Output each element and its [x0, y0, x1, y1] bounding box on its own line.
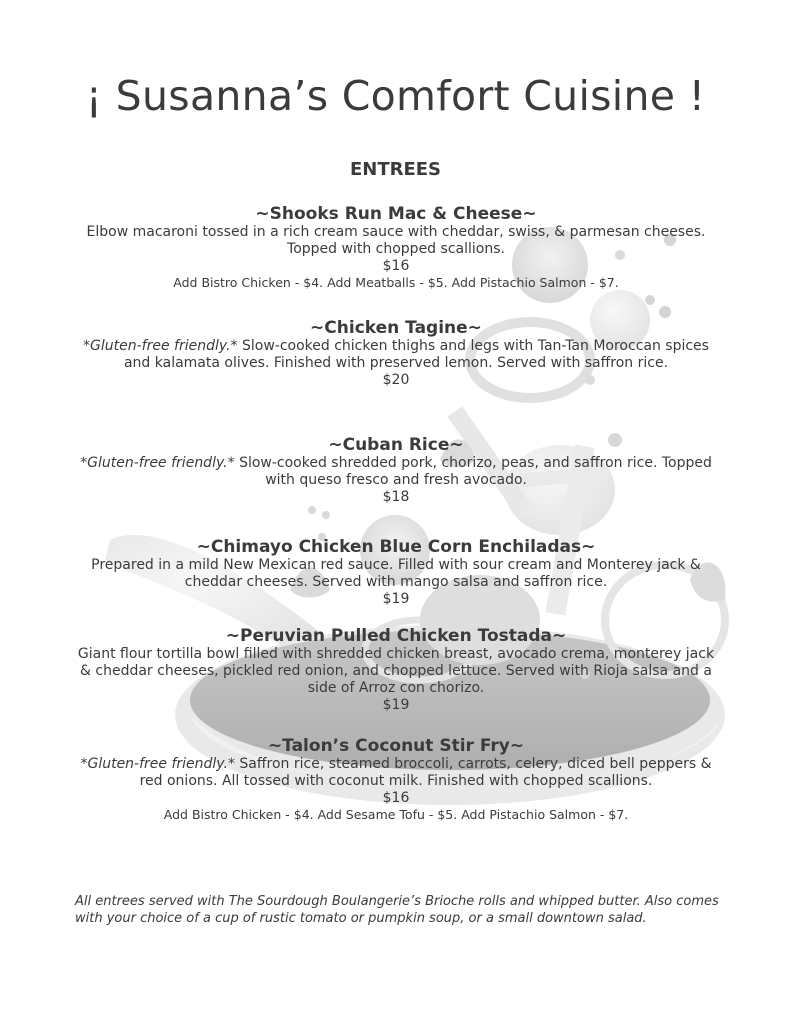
item-price: $19 — [382, 591, 410, 607]
item-price: $18 — [382, 489, 410, 505]
item-description — [72, 224, 720, 258]
menu-item-mac-and-cheese — [72, 205, 720, 291]
item-name: ~Chimayo Chicken Blue Corn Enchiladas~ — [196, 537, 596, 557]
item-price: $19 — [382, 697, 410, 713]
item-description — [72, 338, 720, 372]
item-description — [72, 646, 720, 697]
menu-item-cuban-rice — [72, 436, 720, 505]
item-description-text: Elbow macaroni tossed in a rich cream sauce with cheddar, swiss, & parmesan cheeses. Topped with chopped scallions. — [86, 224, 706, 257]
item-price: $20 — [382, 372, 410, 388]
item-price: $16 — [382, 258, 410, 274]
item-name: ~Peruvian Pulled Chicken Tostada~ — [225, 626, 567, 646]
item-description — [72, 756, 720, 790]
section-heading-entrees: ENTREES — [349, 159, 442, 180]
item-description-text: Slow-cooked chicken thighs and legs with Tan-Tan Moroccan spices and kalamata olives. Finished with preserved lemon. Served with saffron rice. — [123, 338, 709, 371]
menu-footnote: All entrees served with The Sourdough Boulangerie’s Brioche rolls and whipped butter. Also comes with your choice of a cup of rustic tomato or pumpkin soup, or a small downtown salad. — [75, 894, 719, 926]
item-description-text: Prepared in a mild New Mexican red sauce. Filled with sour cream and Monterey jack & cheddar cheeses. Served with mango salsa and saffron rice. — [91, 557, 701, 590]
menu-item-peruvian-tostada — [72, 627, 720, 713]
restaurant-title: ¡ Susanna’s Comfort Cuisine ! — [85, 72, 706, 120]
item-description-text: Saffron rice, steamed broccoli, carrots, celery, diced bell peppers & red onions. All tossed with coconut milk. Finished with chopped scallions. — [139, 756, 712, 789]
item-addons: Add Bistro Chicken - $4. Add Sesame Tofu - $5. Add Pistachio Salmon - $7. — [163, 807, 629, 822]
item-description-text: Slow-cooked shredded pork, chorizo, peas, and saffron rice. Topped with queso fresco and fresh avocado. — [239, 455, 712, 488]
item-description-text: Giant flour tortilla bowl filled with shredded chicken breast, avocado crema, monterey jack & cheddar cheeses, pickled red onion, and chopped lettuce. Served with Rioja salsa and a side of Arroz con chorizo. — [77, 646, 715, 696]
menu-item-chicken-tagine — [72, 319, 720, 388]
item-name: ~Talon’s Coconut Stir Fry~ — [267, 736, 525, 756]
menu-item-coconut-stir-fry — [72, 737, 720, 823]
item-description — [72, 455, 720, 489]
item-name: ~Chicken Tagine~ — [310, 318, 482, 338]
gluten-free-note: *Gluten-free friendly.* — [80, 756, 235, 772]
item-description — [72, 557, 720, 591]
menu-item-chimayo-enchiladas — [72, 538, 720, 607]
item-addons: Add Bistro Chicken - $4. Add Meatballs - $5. Add Pistachio Salmon - $7. — [173, 275, 619, 290]
item-name: ~Cuban Rice~ — [328, 435, 464, 455]
item-price: $16 — [382, 790, 410, 806]
gluten-free-note: *Gluten-free friendly.* — [80, 455, 235, 471]
item-name: ~Shooks Run Mac & Cheese~ — [255, 204, 537, 224]
gluten-free-note: *Gluten-free friendly.* — [83, 338, 238, 354]
